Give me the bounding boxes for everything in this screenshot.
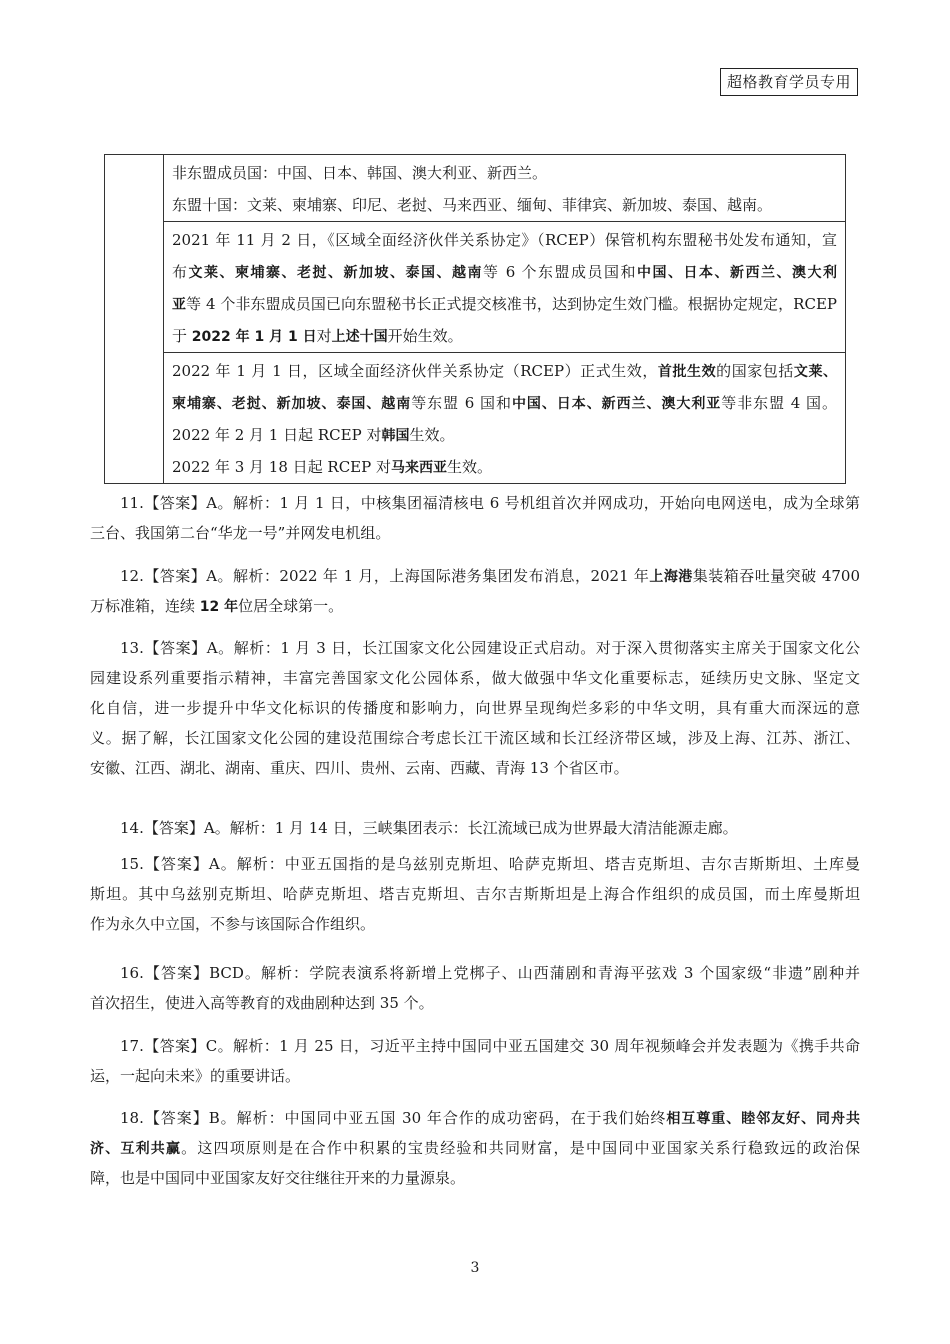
text-line: 障，也是中国同中亚国家友好交往继往开来的力量源泉。	[90, 1169, 466, 1187]
text-line: 2022 年 1 月 1 日，区域全面经济伙伴关系协定（RCEP）正式生效，首批生效的国家包括文莱、	[172, 362, 837, 380]
text-line: 斯坦。其中乌兹别克斯坦、哈萨克斯坦、塔吉克斯坦、吉尔吉斯斯坦是上海合作组织的成员国，而土库曼斯坦	[90, 885, 860, 903]
table-row	[105, 353, 846, 484]
text-line: 柬埔寨、老挝、新加坡、泰国、越南等东盟 6 国和中国、日本、新西兰、澳大利亚等非东盟 4 国。	[172, 394, 837, 412]
table-row	[105, 155, 846, 222]
text-line: 化自信，进一步提升中华文化标识的传播度和影响力，向世界呈现绚烂多彩的中华文明，具有重大而深远的意	[90, 699, 860, 717]
text-line: 2021 年 11 月 2 日，《区域全面经济伙伴关系协定》（RCEP）保管机构东盟秘书处发布通知，宣	[172, 231, 837, 249]
table-cell-members	[164, 155, 846, 222]
text-line: 运，一起向未来》的重要讲话。	[90, 1067, 301, 1085]
table-cell-effective	[164, 353, 846, 484]
answer-14	[90, 813, 860, 843]
table-cell-notice	[164, 222, 846, 353]
text-line: 安徽、江西、湖北、湖南、重庆、四川、贵州、云南、西藏、青海 13 个省区市。	[90, 759, 629, 777]
answer-13	[90, 633, 860, 783]
text-line: 布文莱、柬埔寨、老挝、新加坡、泰国、越南等 6 个东盟成员国和中国、日本、新西兰、澳大利	[172, 263, 837, 281]
text-line: 13.【答案】A。解析：1 月 3 日，长江国家文化公园建设正式启动。对于深入贯彻落实主席关于国家文化公	[120, 639, 860, 657]
answer-12	[90, 561, 860, 621]
text-line: 三台、我国第二台“华龙一号”并网发电机组。	[90, 524, 391, 542]
text-line: 作为永久中立国，不参与该国际合作组织。	[90, 915, 376, 933]
answer-18	[90, 1103, 860, 1193]
text-line: 11.【答案】A。解析：1 月 1 日，中核集团福清核电 6 号机组首次并网成功，开始向电网送电，成为全球第	[120, 494, 860, 512]
text-line: 12.【答案】A。解析：2022 年 1 月，上海国际港务集团发布消息，2021 年上海港集装箱吞吐量突破 4700	[120, 567, 860, 585]
text-line: 非东盟成员国：中国、日本、韩国、澳大利亚、新西兰。	[172, 164, 548, 182]
text-line: 首次招生，使进入高等教育的戏曲剧种达到 35 个。	[90, 994, 434, 1012]
rcep-info-table	[104, 154, 846, 484]
text-line: 于 2022 年 1 月 1 日对上述十国开始生效。	[172, 327, 463, 345]
answer-16	[90, 958, 860, 1018]
watermark-stamp: 超格教育学员专用	[720, 68, 858, 96]
text-line: 17.【答案】C。解析：1 月 25 日，习近平主持中国同中亚五国建交 30 周年视频峰会并发表题为《携手共命	[120, 1037, 860, 1055]
text-line: 18.【答案】B。解析：中国同中亚五国 30 年合作的成功密码，在于我们始终相互尊重、睦邻友好、同舟共	[120, 1109, 860, 1127]
text-line: 15.【答案】A。解析：中亚五国指的是乌兹别克斯坦、哈萨克斯坦、塔吉克斯坦、吉尔吉斯斯坦、土库曼	[120, 855, 860, 873]
table-row	[105, 222, 846, 353]
text-line: 2022 年 2 月 1 日起 RCEP 对韩国生效。	[172, 426, 455, 444]
page-number: 3	[470, 1260, 480, 1276]
text-line: 16.【答案】BCD。解析：学院表演系将新增上党梆子、山西蒲剧和青海平弦戏 3 个国家级“非遗”剧种并	[120, 964, 860, 982]
text-line: 园建设系列重要指示精神，丰富完善国家文化公园体系，做大做强中华文化重要标志，延续历史文脉、坚定文	[90, 669, 860, 687]
text-line: 14.【答案】A。解析：1 月 14 日，三峡集团表示：长江流域已成为世界最大清洁能源走廊。	[120, 819, 738, 837]
answer-11	[90, 488, 860, 548]
table-label-cell	[105, 155, 164, 484]
text-line: 亚等 4 个非东盟成员国已向东盟秘书长正式提交核准书，达到协定生效门槛。根据协定规定，RCEP	[172, 295, 837, 313]
answer-15	[90, 849, 860, 939]
answer-17	[90, 1031, 860, 1091]
text-line: 2022 年 3 月 18 日起 RCEP 对马来西亚生效。	[172, 458, 493, 476]
text-line: 义。据了解，长江国家文化公园的建设范围综合考虑长江干流区域和长江经济带区域，涉及上海、江苏、浙江、	[90, 729, 860, 747]
text-line: 东盟十国：文莱、柬埔寨、印尼、老挝、马来西亚、缅甸、菲律宾、新加坡、泰国、越南。	[172, 196, 773, 214]
text-line: 万标准箱，连续 12 年位居全球第一。	[90, 597, 344, 615]
text-line: 济、互利共赢。这四项原则是在合作中积累的宝贵经验和共同财富，是中国同中亚国家关系行稳致远的政治保	[90, 1139, 860, 1157]
